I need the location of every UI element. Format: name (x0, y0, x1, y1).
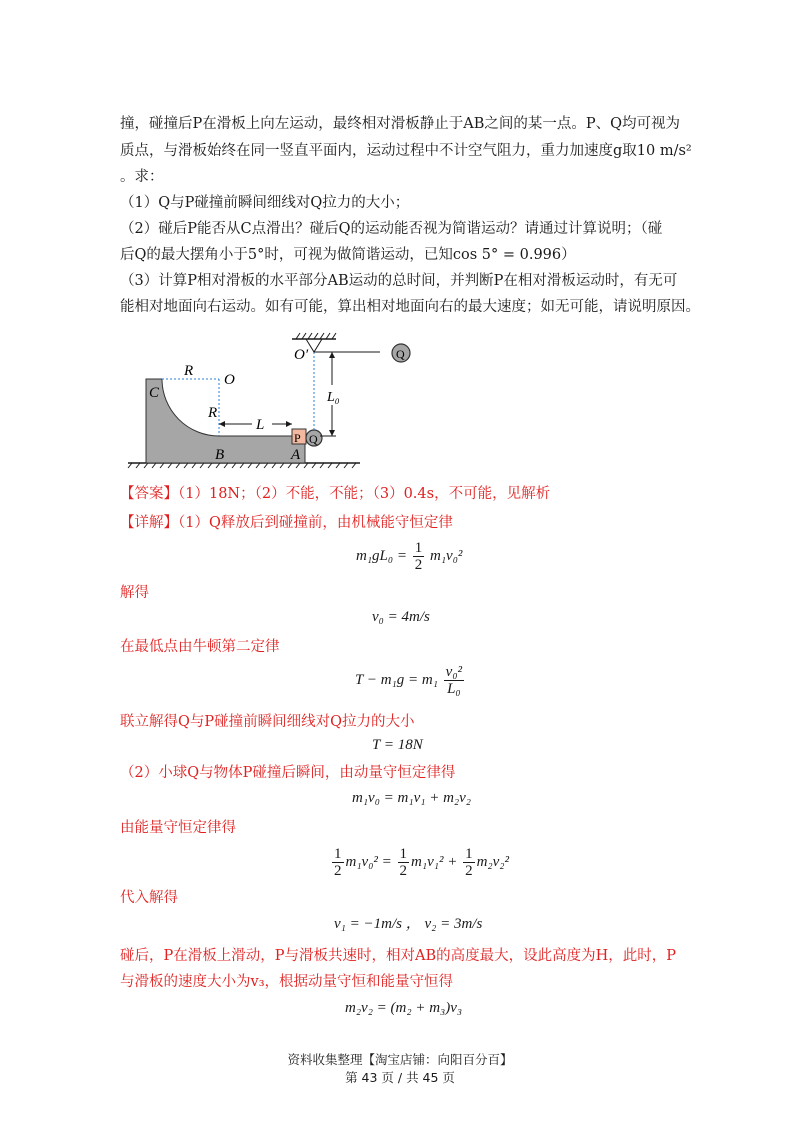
equation-momentum: m₁v₀ = m₁v₁ + m₂v₂ (352, 790, 472, 806)
problem-line-3: 。求： (120, 169, 164, 185)
equation-tension: T = 18N (372, 737, 423, 753)
label-q-high: Q (396, 347, 405, 361)
text-after-1: 碰后，P在滑板上滑动，P与滑板共速时，相对AB的高度最大，设此高度为H，此时，P (120, 948, 677, 964)
detail-label: 【详解】 (120, 515, 178, 531)
text-lianli: 联立解得Q与P碰撞前瞬间细线对Q拉力的大小 (120, 714, 415, 730)
label-c: C (149, 385, 160, 401)
detail-text: （1）Q释放后到碰撞前，由机械能守恒定律 (178, 515, 453, 531)
label-r-top: R (184, 363, 194, 379)
question-3: （3）计算P相对滑板的水平部分AB运动的总时间，并判断P在相对滑板运动时，有无可 (120, 273, 678, 289)
label-l0: L₀ (327, 390, 340, 405)
question-2-cont: 后Q的最大摆角小于5°时，可视为做简谐运动，已知cos 5° = 0.996） (120, 247, 576, 263)
label-r-side: R (208, 405, 218, 421)
text-jiede-1: 解得 (120, 585, 149, 601)
text-dairu: 代入解得 (120, 890, 178, 906)
label-b: B (215, 447, 225, 463)
question-2: （2）碰后P能否从C点滑出？碰后Q的运动能否视为简谐运动？请通过计算说明；（碰 (120, 221, 663, 237)
label-p: P (294, 431, 301, 445)
question-3-cont: 能相对地面向右运动。如有可能，算出相对地面向右的最大速度；如无可能，请说明原因。 (120, 299, 700, 315)
problem-line-1: 撞，碰撞后P在滑板上向左运动，最终相对滑板静止于AB之间的某一点。P、Q均可视为 (120, 116, 681, 132)
problem-line-2: 质点，与滑板始终在同一竖直平面内，运动过程中不计空气阻力，重力加速度g取10 m/s² (120, 143, 692, 159)
label-o-prime: O′ (294, 347, 309, 363)
answer-text: （1）18N；（2）不能，不能；（3）0.4s，不可能，见解析 (178, 486, 551, 502)
equation-common-velocity: m₂v₂ = (m₂ + m₃)v₃ (345, 1000, 463, 1016)
label-o: O (224, 372, 235, 388)
physics-diagram (120, 325, 380, 470)
answer-label: 【答案】 (120, 486, 178, 502)
text-part2: （2）小球Q与物体P碰撞后瞬间，由动量守恒定律得 (120, 765, 456, 781)
label-l: L (256, 417, 265, 433)
slide-board (146, 379, 305, 463)
equation-newton: T − m₁g = m₁ $\frac{\text{v₀²}}{\text{L₀}}$ (355, 664, 463, 697)
equation-energy-conservation: m₁gL₀ = $\frac{1}{2}$ m₁v₀² (356, 540, 463, 573)
text-after-2: 与滑板的速度大小为v₃，根据动量守恒和能量守恒得 (120, 974, 454, 990)
answer-line (120, 484, 550, 504)
label-q-low: Q (309, 432, 318, 446)
equation-energy-collision: $\frac{1}{2}$ m₁v₀² = $\frac{1}{2}$ m₁v₁² + $\frac{1}{2}$ m₂v₂² (334, 846, 510, 879)
footer-page-number: 第 43 页 / 共 45 页 (345, 1070, 455, 1085)
label-a: A (291, 447, 301, 463)
equation-v0: v₀ = 4m/s (372, 609, 430, 625)
question-1: （1）Q与P碰撞前瞬间细线对Q拉力的大小； (120, 195, 410, 211)
footer-source: 资料收集整理【淘宝店铺：向阳百分百】 (287, 1052, 513, 1067)
text-newton-law: 在最低点由牛顿第二定律 (120, 639, 280, 655)
detail-line (120, 513, 453, 533)
ball-q-high (388, 340, 414, 366)
equation-velocities: v₁ = −1m/s ， v₂ = 3m/s (334, 916, 483, 932)
text-energy: 由能量守恒定律得 (120, 820, 236, 836)
